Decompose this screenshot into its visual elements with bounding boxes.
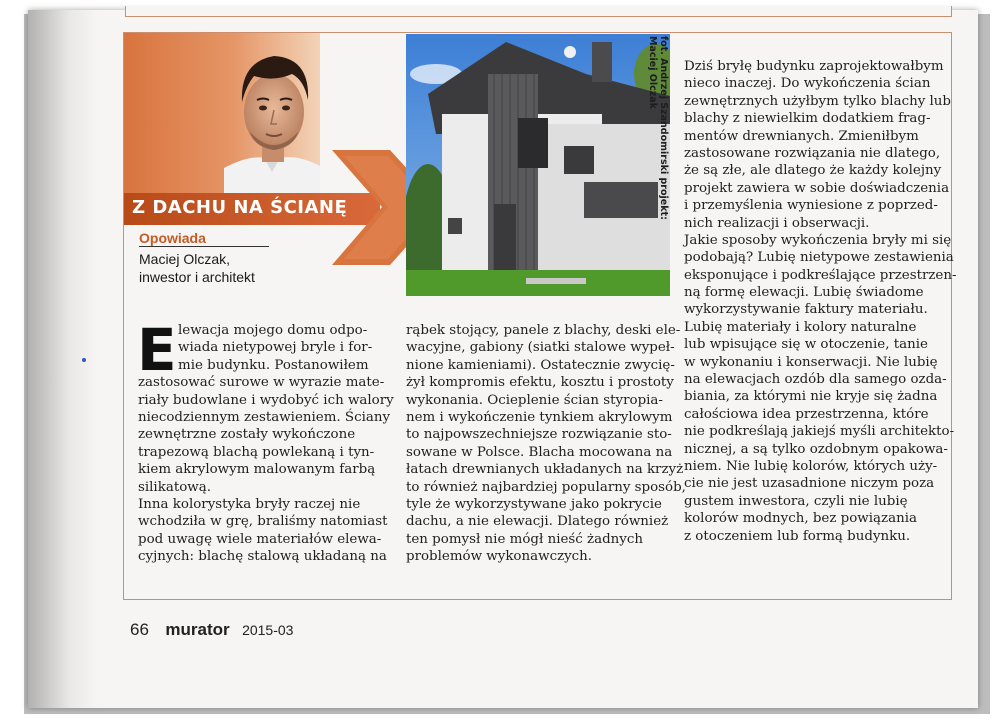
text-line: eksponujące i podkreślające przestrzen- bbox=[684, 267, 957, 283]
text-line: kiem akrylowym malowanym farbą bbox=[138, 462, 376, 478]
text-line: ną formę elewacji. Lubię świadome bbox=[684, 285, 924, 301]
text-line: blachy z niewielkim dodatkiem frag- bbox=[684, 111, 931, 127]
article-title: Z DACHU NA ŚCIANĘ bbox=[132, 197, 348, 218]
text-line: sowane w Polsce. Blacha mocowana na bbox=[406, 444, 673, 460]
text-line: całościowa idea przestrzenna, które bbox=[684, 406, 929, 422]
text-line: zewnętrznych użyłbym tylko blachy lub bbox=[684, 93, 951, 109]
text-line: trapezową blachą powlekaną i tyn- bbox=[138, 444, 375, 460]
text-line: rąbek stojący, panele z blachy, deski ele- bbox=[406, 323, 681, 338]
text-line: gustem inwestora, czyli nie lubię bbox=[684, 493, 908, 509]
text-line: pod uwagę wiele materiałów elewa- bbox=[138, 531, 382, 547]
text-line: Lubię materiały i kolory naturalne bbox=[684, 319, 917, 335]
article-column-3 bbox=[684, 58, 956, 545]
text-line: nich realizacji i obserwacji. bbox=[684, 215, 870, 231]
text-line: dachu, a nie elewacji. Dlatego również bbox=[406, 514, 669, 530]
author-role: inwestor i architekt bbox=[139, 269, 255, 285]
text-line: podobają? Lubię nietypowe zestawienia bbox=[684, 250, 954, 266]
text-line: łatach drewnianych układanych na krzyż bbox=[406, 462, 684, 478]
drop-cap: E bbox=[137, 316, 177, 384]
text-line: na elewacjach ozdób dla samego ozda- bbox=[684, 372, 947, 388]
text-line: zewnętrzne zostały wykończone bbox=[138, 427, 356, 443]
article-column-1 bbox=[137, 316, 394, 565]
text-line: riały budowlane i wydobyć ich walory bbox=[138, 392, 394, 408]
text-line: cie nie jest uzasadnione niczym poza bbox=[684, 476, 935, 492]
byline bbox=[139, 250, 255, 286]
text-line: nem i wykończenie tynkiem akrylowym bbox=[406, 409, 673, 425]
text-line: że są złe, ale dlatego że każdy kolejny bbox=[684, 163, 942, 179]
text-line: Dziś bryłę budynku zaprojektowałbym bbox=[684, 59, 944, 74]
text-line: ten pomysł nie mógł nieść żadnych bbox=[406, 531, 643, 547]
text-line: nicznej, a są tylko ozdobnym opakowa- bbox=[684, 441, 948, 457]
text-line: tyle że wykorzystywane jako pokrycie bbox=[406, 496, 662, 512]
text-line: biania, za którymi nie kryje się żadna bbox=[684, 389, 938, 405]
page-number: 66 bbox=[130, 620, 149, 639]
text-line: projekt zawiera w sobie doświadczenia bbox=[684, 180, 950, 196]
house-photo bbox=[406, 34, 670, 296]
author-portrait bbox=[224, 40, 320, 193]
text-line: niecodziennym zestawieniem. Ściany bbox=[138, 409, 391, 425]
text-line: wacyjne, gabiony (siatki stalowe wypeł- bbox=[406, 340, 675, 356]
text-line: nieco inaczej. Do wykończenia ścian bbox=[684, 76, 931, 92]
text-line: lub wpisujące się w otoczenie, tanie bbox=[684, 337, 928, 353]
text-line: zastosowane rozwiązania nie dlatego, bbox=[684, 145, 941, 161]
text-line: nione kamieniami). Ostatecznie zwycię- bbox=[406, 357, 675, 373]
byline-kicker: Opowiada bbox=[139, 230, 206, 246]
text-line: Jakie sposoby wykończenia bryły mi się bbox=[684, 232, 952, 248]
text-line: zastosować surowe w wyrazie mate- bbox=[138, 375, 385, 391]
issue-date: 2015-03 bbox=[242, 622, 294, 638]
text-line: niem. Nie lubię kolorów, których uży- bbox=[684, 458, 938, 474]
text-line: kolorów modnych, bez powiązania bbox=[684, 511, 917, 527]
top-frame-fragment bbox=[125, 6, 952, 17]
text-line: lewacja mojego domu odpo- bbox=[178, 323, 368, 338]
text-line: Inna kolorystyka bryły raczej nie bbox=[138, 496, 361, 512]
text-line: mentów drewnianych. Zmieniłbym bbox=[684, 128, 919, 144]
byline-divider bbox=[139, 246, 269, 247]
text-line: żył kompromis efektu, kosztu i prostoty bbox=[406, 375, 674, 391]
ink-speck bbox=[82, 358, 86, 362]
text-line: wykonania. Ocieplenie ścian styropia- bbox=[406, 392, 663, 408]
text-line: w wykonaniu i konserwacji. Nie lubię bbox=[684, 354, 938, 370]
text-line: z otoczeniem lub formą budynku. bbox=[684, 528, 911, 544]
text-line: nie podkreślają jakiejś myśli architekto- bbox=[684, 424, 955, 440]
text-line: problemów wykonawczych. bbox=[406, 549, 593, 565]
page-footer bbox=[130, 620, 293, 640]
author-name: Maciej Olczak, bbox=[139, 251, 231, 267]
text-line: wykorzystywanie faktury materiału. bbox=[684, 302, 928, 318]
magazine-name: murator bbox=[165, 620, 230, 639]
text-line: i przemyślenia wyniesione z poprzed- bbox=[684, 198, 938, 214]
text-line: to również najbardziej popularny sposób, bbox=[406, 479, 686, 495]
article-column-2 bbox=[406, 322, 686, 565]
photo-credit: fot. Andrzej Szandomirski projekt: Maciej Olczak bbox=[647, 36, 669, 220]
text-line: to najpowszechniejsze rozwiązanie sto- bbox=[406, 427, 672, 443]
text-line: wchodziła w grę, braliśmy natomiast bbox=[138, 514, 388, 530]
text-line: silikatową. bbox=[138, 479, 211, 495]
text-line: wiada nietypowej bryle i for- bbox=[178, 340, 373, 356]
text-line: cyjnych: blachę stalową układaną na bbox=[138, 549, 387, 565]
text-line: mie budynku. Postanowiłem bbox=[178, 357, 369, 373]
spine-shadow bbox=[28, 10, 98, 708]
